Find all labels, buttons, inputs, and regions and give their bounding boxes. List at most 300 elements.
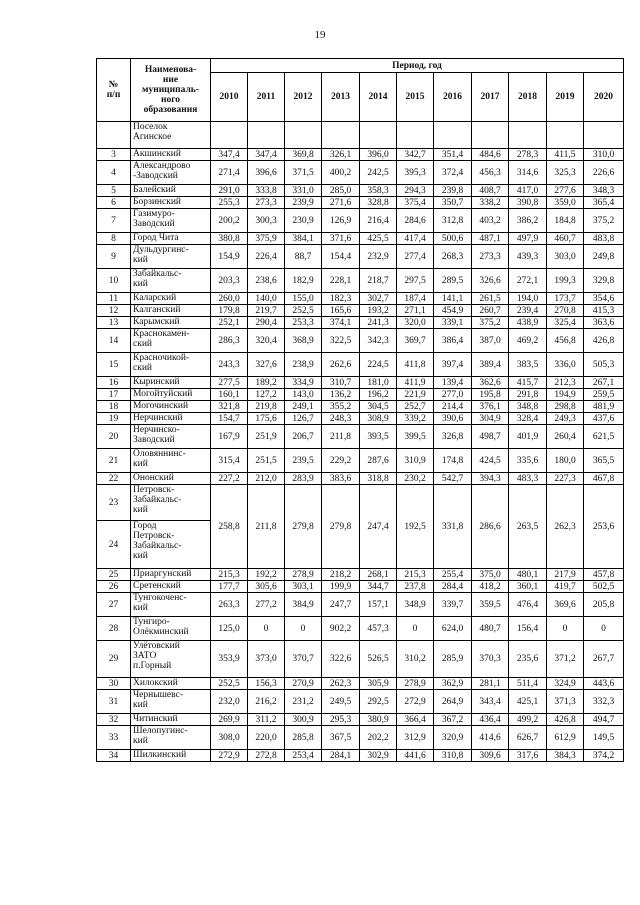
value-cell: 320,9	[434, 726, 472, 750]
value-cell: 326,6	[472, 269, 509, 293]
value-cell: 271,6	[322, 197, 360, 209]
year-header: 2015	[397, 73, 434, 122]
value-cell: 182,3	[322, 293, 360, 305]
row-index: 29	[97, 641, 131, 678]
value-cell: 253,4	[285, 750, 322, 762]
value-cell: 261,5	[472, 293, 509, 305]
value-cell: 182,9	[285, 269, 322, 293]
value-cell: 262,6	[322, 353, 360, 377]
value-cell: 291,0	[211, 185, 248, 197]
table-row	[97, 185, 624, 197]
row-index: 22	[97, 473, 131, 485]
value-cell: 272,9	[211, 750, 248, 762]
value-cell: 329,8	[584, 269, 624, 293]
value-cell: 336,0	[547, 353, 584, 377]
value-cell: 252,5	[211, 678, 248, 690]
value-cell: 419,7	[547, 581, 584, 593]
value-cell: 371,5	[285, 161, 322, 185]
value-cell: 328,4	[509, 413, 547, 425]
value-cell: 380,8	[211, 233, 248, 245]
table-row	[97, 425, 624, 449]
table-row	[97, 449, 624, 473]
value-cell: 310,7	[322, 377, 360, 389]
value-cell: 454,9	[434, 305, 472, 317]
row-index: 34	[97, 750, 131, 762]
value-cell: 174,8	[434, 449, 472, 473]
year-header: 2010	[211, 73, 248, 122]
value-cell: 189,2	[248, 377, 285, 389]
value-cell: 320,4	[248, 329, 285, 353]
row-index: 6	[97, 197, 131, 209]
value-cell: 219,7	[248, 305, 285, 317]
value-cell: 394,3	[472, 473, 509, 485]
value-cell: 400,2	[322, 161, 360, 185]
municipality-name: Красночикой- ский	[131, 353, 211, 377]
value-cell: 235,6	[509, 641, 547, 678]
value-cell: 415,7	[509, 377, 547, 389]
value-cell: 286,3	[211, 329, 248, 353]
data-table	[96, 58, 624, 762]
municipality-name: Борзинский	[131, 197, 211, 209]
value-cell: 334,9	[285, 377, 322, 389]
value-cell: 262,3	[547, 485, 584, 569]
value-cell: 216,4	[360, 209, 397, 233]
value-cell: 212,0	[248, 473, 285, 485]
value-cell: 263,5	[509, 485, 547, 569]
value-cell: 333,8	[248, 185, 285, 197]
value-cell: 264,9	[434, 690, 472, 714]
value-cell: 302,7	[360, 293, 397, 305]
value-cell: 243,3	[211, 353, 248, 377]
value-cell: 403,2	[472, 209, 509, 233]
value-cell: 214,4	[434, 401, 472, 413]
table-row	[97, 413, 624, 425]
value-cell: 291,8	[509, 389, 547, 401]
value-cell: 0	[584, 617, 624, 641]
value-cell: 155,0	[285, 293, 322, 305]
value-cell: 283,9	[285, 473, 322, 485]
value-cell: 359,5	[472, 593, 509, 617]
row-index: 21	[97, 449, 131, 473]
municipality-name: Краснокамен- ский	[131, 329, 211, 353]
value-cell: 304,5	[360, 401, 397, 413]
value-cell: 344,7	[360, 581, 397, 593]
municipality-name: Шелопугинс- кий	[131, 726, 211, 750]
value-cell: 386,2	[509, 209, 547, 233]
value-cell: 626,7	[509, 726, 547, 750]
value-cell: 253,3	[285, 317, 322, 329]
value-cell: 480,7	[472, 617, 509, 641]
value-cell: 362,6	[472, 377, 509, 389]
value-cell: 309,6	[472, 750, 509, 762]
value-cell: 206,7	[285, 425, 322, 449]
value-cell: 300,9	[285, 714, 322, 726]
table-row	[97, 233, 624, 245]
value-cell: 426,8	[584, 329, 624, 353]
index-header: № п/п	[97, 59, 131, 122]
value-cell: 255,3	[211, 197, 248, 209]
value-cell: 238,9	[285, 353, 322, 377]
value-cell: 305,9	[360, 678, 397, 690]
value-cell: 331,0	[285, 185, 322, 197]
value-cell: 270,8	[547, 305, 584, 317]
municipality-name: Хилокский	[131, 678, 211, 690]
value-cell: 181,0	[360, 377, 397, 389]
value-cell: 350,7	[434, 197, 472, 209]
table-row	[97, 197, 624, 209]
value-cell: 310,2	[397, 641, 434, 678]
value-cell: 396,6	[248, 161, 285, 185]
value-cell: 252,1	[211, 317, 248, 329]
value-cell: 247,7	[322, 593, 360, 617]
value-cell: 375,4	[397, 197, 434, 209]
value-cell: 441,6	[397, 750, 434, 762]
value-cell: 321,8	[211, 401, 248, 413]
value-cell: 272,8	[248, 750, 285, 762]
value-cell: 278,3	[509, 149, 547, 161]
value-cell: 387,0	[472, 329, 509, 353]
value-cell: 203,3	[211, 269, 248, 293]
value-cell: 511,4	[509, 678, 547, 690]
row-index: 32	[97, 714, 131, 726]
value-cell: 342,3	[360, 329, 397, 353]
value-cell: 312,8	[434, 209, 472, 233]
row-index: 11	[97, 293, 131, 305]
table-row	[97, 377, 624, 389]
value-cell: 374,2	[584, 750, 624, 762]
table-row	[97, 750, 624, 762]
value-cell: 328,8	[360, 197, 397, 209]
municipality-name: Калганский	[131, 305, 211, 317]
value-cell: 375,9	[248, 233, 285, 245]
value-cell: 365,4	[584, 197, 624, 209]
value-cell: 156,3	[248, 678, 285, 690]
value-cell: 414,6	[472, 726, 509, 750]
value-cell: 211,8	[322, 425, 360, 449]
value-cell: 289,5	[434, 269, 472, 293]
value-cell: 612,9	[547, 726, 584, 750]
value-cell: 165,6	[322, 305, 360, 317]
value-cell: 902,2	[322, 617, 360, 641]
row-index: 7	[97, 209, 131, 233]
value-cell: 278,9	[397, 678, 434, 690]
value-cell: 141,1	[434, 293, 472, 305]
value-cell: 232,9	[360, 245, 397, 269]
municipality-name: Шилкинский	[131, 750, 211, 762]
value-cell: 193,2	[360, 305, 397, 317]
row-index: 17	[97, 389, 131, 401]
value-cell: 304,9	[472, 413, 509, 425]
value-cell: 369,7	[397, 329, 434, 353]
value-cell: 281,1	[472, 678, 509, 690]
row-index: 14	[97, 329, 131, 353]
value-cell: 278,9	[285, 569, 322, 581]
value-cell: 303,0	[547, 245, 584, 269]
value-cell: 383,6	[322, 473, 360, 485]
value-cell: 320,0	[397, 317, 434, 329]
value-cell: 217,9	[547, 569, 584, 581]
value-cell: 384,3	[547, 750, 584, 762]
row-index: 26	[97, 581, 131, 593]
value-cell: 239,4	[509, 305, 547, 317]
value-cell: 310,9	[397, 449, 434, 473]
value-cell: 339,1	[434, 317, 472, 329]
table-row	[97, 305, 624, 317]
municipality-name: Дульдургинс- кий	[131, 245, 211, 269]
municipality-name: Улётовский ЗАТО п.Горный	[131, 641, 211, 678]
value-cell: 239,5	[285, 449, 322, 473]
row-index: 24	[97, 521, 131, 569]
value-cell: 220,0	[248, 726, 285, 750]
value-cell: 252,5	[285, 305, 322, 317]
municipality-name: Приаргунский	[131, 569, 211, 581]
value-cell: 194,0	[509, 293, 547, 305]
value-cell: 216,2	[248, 690, 285, 714]
value-cell: 262,3	[322, 678, 360, 690]
value-cell: 127,2	[248, 389, 285, 401]
value-cell: 456,3	[472, 161, 509, 185]
value-cell: 480,1	[509, 569, 547, 581]
value-cell: 373,0	[248, 641, 285, 678]
municipality-name: Нерчинско- Заводский	[131, 425, 211, 449]
value-cell: 326,8	[434, 425, 472, 449]
value-cell: 443,6	[584, 678, 624, 690]
value-cell: 154,4	[322, 245, 360, 269]
value-cell: 260,0	[211, 293, 248, 305]
value-cell: 156,4	[509, 617, 547, 641]
value-cell: 258,8	[211, 485, 248, 569]
value-cell: 358,3	[360, 185, 397, 197]
value-cell: 0	[248, 617, 285, 641]
value-cell: 143,0	[285, 389, 322, 401]
value-cell: 298,8	[547, 401, 584, 413]
value-cell: 218,2	[322, 569, 360, 581]
year-header: 2020	[584, 73, 624, 122]
value-cell: 500,6	[434, 233, 472, 245]
value-cell: 425,1	[509, 690, 547, 714]
row-index: 18	[97, 401, 131, 413]
value-cell: 249,8	[584, 245, 624, 269]
value-cell: 237,8	[397, 581, 434, 593]
value-cell: 269,9	[211, 714, 248, 726]
value-cell: 195,8	[472, 389, 509, 401]
value-cell: 284,1	[322, 750, 360, 762]
year-header: 2014	[360, 73, 397, 122]
year-header: 2019	[547, 73, 584, 122]
municipality-name: Нерчинский	[131, 413, 211, 425]
table-row	[97, 149, 624, 161]
value-cell: 487,1	[472, 233, 509, 245]
value-cell: 332,3	[584, 690, 624, 714]
value-cell: 367,5	[322, 726, 360, 750]
value-cell: 239,8	[434, 185, 472, 197]
value-cell: 202,2	[360, 726, 397, 750]
value-cell: 173,7	[547, 293, 584, 305]
value-cell: 365,5	[584, 449, 624, 473]
value-cell: 247,4	[360, 485, 397, 569]
value-cell: 348,8	[509, 401, 547, 413]
row-index: 31	[97, 690, 131, 714]
value-cell: 215,3	[211, 569, 248, 581]
value-cell: 325,3	[547, 161, 584, 185]
row-index: 16	[97, 377, 131, 389]
municipality-name: Могочинский	[131, 401, 211, 413]
value-cell: 621,5	[584, 425, 624, 449]
table-row	[97, 641, 624, 678]
value-cell: 386,4	[434, 329, 472, 353]
value-cell: 417,0	[509, 185, 547, 197]
value-cell: 460,7	[547, 233, 584, 245]
value-cell: 270,9	[285, 678, 322, 690]
value-cell: 368,9	[285, 329, 322, 353]
row-index: 10	[97, 269, 131, 293]
value-cell: 277,6	[547, 185, 584, 197]
value-cell: 376,1	[472, 401, 509, 413]
value-cell: 252,7	[397, 401, 434, 413]
year-header: 2012	[285, 73, 322, 122]
value-cell: 338,2	[472, 197, 509, 209]
municipality-name: Акшинский	[131, 149, 211, 161]
value-cell: 411,9	[397, 377, 434, 389]
value-cell: 273,3	[472, 245, 509, 269]
value-cell: 175,6	[248, 413, 285, 425]
value-cell: 310,0	[584, 149, 624, 161]
value-cell: 286,6	[472, 485, 509, 569]
value-cell: 199,9	[322, 581, 360, 593]
value-cell: 396,0	[360, 149, 397, 161]
value-cell: 297,5	[397, 269, 434, 293]
value-cell: 311,2	[248, 714, 285, 726]
value-cell: 180,0	[547, 449, 584, 473]
value-cell: 326,1	[322, 149, 360, 161]
table-row	[97, 617, 624, 641]
value-cell: 205,8	[584, 593, 624, 617]
value-cell: 415,3	[584, 305, 624, 317]
value-cell: 196,2	[360, 389, 397, 401]
value-cell: 366,4	[397, 714, 434, 726]
value-cell: 481,9	[584, 401, 624, 413]
row-index: 28	[97, 617, 131, 641]
value-cell: 399,5	[397, 425, 434, 449]
value-cell: 287,6	[360, 449, 397, 473]
value-cell: 259,5	[584, 389, 624, 401]
value-cell: 371,6	[322, 233, 360, 245]
value-cell: 227,3	[547, 473, 584, 485]
value-cell: 194,9	[547, 389, 584, 401]
value-cell: 221,9	[397, 389, 434, 401]
value-cell: 494,7	[584, 714, 624, 726]
value-cell: 241,3	[360, 317, 397, 329]
value-cell: 284,4	[434, 581, 472, 593]
value-cell: 215,3	[397, 569, 434, 581]
value-cell: 371,3	[547, 690, 584, 714]
value-cell: 230,2	[397, 473, 434, 485]
value-cell: 139,4	[434, 377, 472, 389]
municipality-name: Петровск- Забайкальс- кий	[131, 485, 211, 521]
value-cell: 251,5	[248, 449, 285, 473]
table-row	[97, 569, 624, 581]
value-cell: 0	[285, 617, 322, 641]
value-cell: 408,7	[472, 185, 509, 197]
municipality-name: Александрово -Заводский	[131, 161, 211, 185]
row-index: 5	[97, 185, 131, 197]
table-row	[97, 293, 624, 305]
row-index: 20	[97, 425, 131, 449]
value-cell: 437,6	[584, 413, 624, 425]
value-cell: 238,6	[248, 269, 285, 293]
value-cell: 322,6	[322, 641, 360, 678]
table-row	[97, 401, 624, 413]
value-cell: 308,0	[211, 726, 248, 750]
value-cell: 370,3	[472, 641, 509, 678]
municipality-name: Ононский	[131, 473, 211, 485]
value-cell: 372,4	[434, 161, 472, 185]
value-cell: 272,1	[509, 269, 547, 293]
value-cell: 389,4	[472, 353, 509, 377]
row-index: 23	[97, 485, 131, 521]
value-cell: 418,2	[472, 581, 509, 593]
value-cell: 272,9	[397, 690, 434, 714]
value-cell: 248,3	[322, 413, 360, 425]
value-cell: 384,9	[285, 593, 322, 617]
value-cell: 347,4	[211, 149, 248, 161]
value-cell: 219,8	[248, 401, 285, 413]
value-cell: 0	[547, 617, 584, 641]
value-cell: 88,7	[285, 245, 322, 269]
value-cell: 285,8	[285, 726, 322, 750]
name-header: Наименова- ние муниципаль- ного образования	[131, 59, 211, 122]
value-cell: 314,6	[509, 161, 547, 185]
value-cell: 325,4	[547, 317, 584, 329]
value-cell: 375,0	[472, 569, 509, 581]
value-cell: 380,9	[360, 714, 397, 726]
value-cell: 239,9	[285, 197, 322, 209]
value-cell: 271,1	[397, 305, 434, 317]
value-cell: 499,2	[509, 714, 547, 726]
value-cell: 0	[397, 617, 434, 641]
value-cell: 249,5	[322, 690, 360, 714]
value-cell: 249,3	[547, 413, 584, 425]
value-cell: 359,0	[547, 197, 584, 209]
value-cell: 167,9	[211, 425, 248, 449]
value-cell: 383,5	[509, 353, 547, 377]
municipality-name: Балейский	[131, 185, 211, 197]
value-cell: 393,5	[360, 425, 397, 449]
value-cell: 268,1	[360, 569, 397, 581]
row-index: 8	[97, 233, 131, 245]
value-cell: 310,8	[434, 750, 472, 762]
value-cell: 284,6	[397, 209, 434, 233]
row-index: 15	[97, 353, 131, 377]
value-cell: 456,8	[547, 329, 584, 353]
value-cell: 294,3	[397, 185, 434, 197]
page-number: 19	[314, 29, 326, 41]
municipality-name: Забайкальс- кий	[131, 269, 211, 293]
municipality-name: Город Чита	[131, 233, 211, 245]
municipality-name: Сретенский	[131, 581, 211, 593]
year-header: 2011	[248, 73, 285, 122]
value-cell: 375,2	[472, 317, 509, 329]
value-cell: 411,5	[547, 149, 584, 161]
value-cell: 212,3	[547, 377, 584, 389]
intro-name-cell: Поселок Агинское	[131, 122, 211, 149]
value-cell: 125,0	[211, 617, 248, 641]
municipality-name: Город Петровск- Забайкальс- кий	[131, 521, 211, 569]
value-cell: 348,3	[584, 185, 624, 197]
table-row	[97, 317, 624, 329]
value-cell: 227,2	[211, 473, 248, 485]
value-cell: 526,5	[360, 641, 397, 678]
